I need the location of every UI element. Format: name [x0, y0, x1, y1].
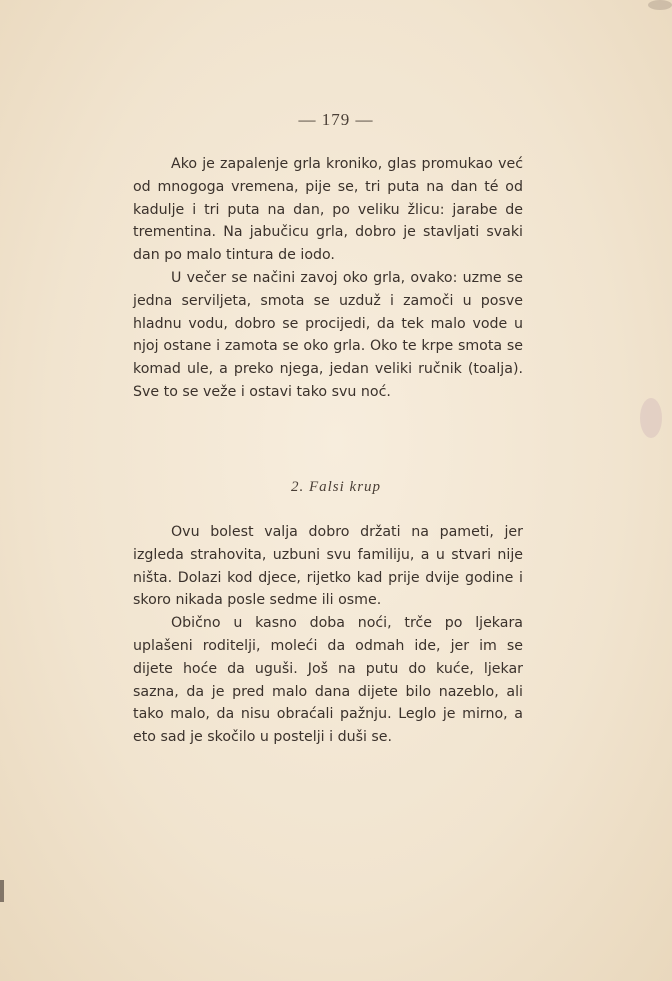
page-number: — 179 — [298, 110, 374, 129]
paragraph: Ako je zapalenje grla kroniko, glas promukao već od mnogoga vremena, pije se, tri puta na dan té od kadulje i tri puta na dan, po veliku žlicu: jarabe de trementina. Na jabučicu grla, dobro je stavljati svaki dan po malo tintura de iodo. [133, 156, 523, 264]
section-heading: 2. Falsi krup [290, 479, 382, 495]
page-stain [640, 398, 662, 438]
text-block-bottom [133, 521, 523, 749]
paragraph: Obično u kasno doba noći, trče po ljekara uplašeni roditelji, moleći da odmah ide, jer im se dijete hoće da uguši. Još na putu do kuće, ljekar sazna, da je pred malo dana dijete bilo nazeblo, ali tako malo, da nisu obraćali pažnju. Leglo je mirno, a eto sad je skočilo u postelji i duši se. [133, 615, 523, 746]
page-edge-mark [0, 880, 4, 902]
text-block-top [133, 153, 523, 404]
page-stain [648, 0, 672, 10]
paragraph: Ovu bolest valja dobro držati na pameti, jer izgleda strahovita, uzbuni svu familiju, a u stvari nije ništa. Dolazi kod djece, rijetko kad prije dvije godine i skoro nikada posle sedme ili osme. [133, 524, 523, 609]
paragraph: U večer se načini zavoj oko grla, ovako: uzme se jedna serviljeta, smota se uzduž i zamoči u posve hladnu vodu, dobro se procijedi, da tek malo vode u njoj ostane i zamota se oko grla. Oko te krpe smota se komad ule, a preko njega, jedan veliki ručnik (toalja). Sve to se veže i ostavi tako svu noć. [133, 269, 523, 400]
